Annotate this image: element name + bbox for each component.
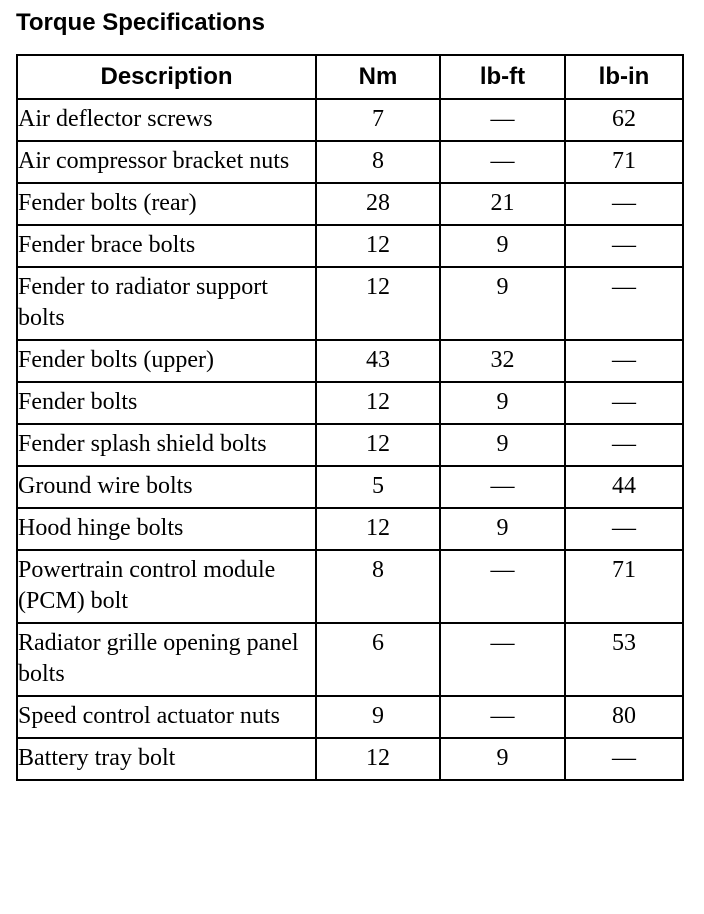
cell-lbin: 71 (565, 550, 683, 623)
cell-lbft: 9 (440, 267, 565, 340)
cell-lbft: 9 (440, 225, 565, 267)
cell-nm: 6 (316, 623, 440, 696)
cell-lbin: — (565, 183, 683, 225)
cell-lbft: 9 (440, 382, 565, 424)
cell-description: Fender brace bolts (17, 225, 316, 267)
table-row (17, 424, 683, 466)
cell-lbft: — (440, 141, 565, 183)
cell-description: Powertrain control module (PCM) bolt (17, 550, 316, 623)
cell-description: Fender splash shield bolts (17, 424, 316, 466)
cell-lbin: — (565, 225, 683, 267)
cell-lbft: 21 (440, 183, 565, 225)
cell-lbft: 9 (440, 508, 565, 550)
cell-nm: 8 (316, 550, 440, 623)
page-title: Torque Specifications (16, 9, 265, 36)
table-row (17, 183, 683, 225)
table-row (17, 696, 683, 738)
cell-lbin: — (565, 267, 683, 340)
cell-description: Fender bolts (17, 382, 316, 424)
header-lbin: lb-in (565, 55, 683, 99)
cell-lbft: — (440, 99, 565, 141)
cell-nm: 8 (316, 141, 440, 183)
cell-description: Fender bolts (rear) (17, 183, 316, 225)
cell-lbft: — (440, 466, 565, 508)
cell-lbin: — (565, 738, 683, 780)
cell-description: Fender to radiator support bolts (17, 267, 316, 340)
cell-nm: 12 (316, 225, 440, 267)
cell-description: Radiator grille opening panel bolts (17, 623, 316, 696)
cell-nm: 12 (316, 382, 440, 424)
cell-description: Speed control actuator nuts (17, 696, 316, 738)
table-row (17, 340, 683, 382)
table-row (17, 738, 683, 780)
cell-description: Air deflector screws (17, 99, 316, 141)
cell-nm: 43 (316, 340, 440, 382)
table-row (17, 623, 683, 696)
table-row (17, 99, 683, 141)
cell-description: Ground wire bolts (17, 466, 316, 508)
cell-lbft: — (440, 550, 565, 623)
cell-description: Fender bolts (upper) (17, 340, 316, 382)
cell-lbin: 53 (565, 623, 683, 696)
cell-lbin: 44 (565, 466, 683, 508)
cell-lbin: — (565, 382, 683, 424)
table-row (17, 466, 683, 508)
table-row (17, 550, 683, 623)
cell-nm: 28 (316, 183, 440, 225)
table-row (17, 141, 683, 183)
cell-lbin: — (565, 508, 683, 550)
cell-description: Hood hinge bolts (17, 508, 316, 550)
cell-lbin: 71 (565, 141, 683, 183)
torque-spec-table (16, 54, 684, 781)
table-row (17, 508, 683, 550)
cell-description: Air compressor bracket nuts (17, 141, 316, 183)
table-row (17, 267, 683, 340)
cell-lbft: — (440, 623, 565, 696)
cell-nm: 7 (316, 99, 440, 141)
table-row (17, 382, 683, 424)
cell-lbin: 62 (565, 99, 683, 141)
cell-nm: 12 (316, 267, 440, 340)
cell-lbin: — (565, 340, 683, 382)
cell-nm: 9 (316, 696, 440, 738)
table-row (17, 225, 683, 267)
cell-lbft: — (440, 696, 565, 738)
header-lbft: lb-ft (440, 55, 565, 99)
header-description: Description (17, 55, 316, 99)
cell-nm: 12 (316, 508, 440, 550)
cell-lbin: 80 (565, 696, 683, 738)
cell-lbft: 9 (440, 424, 565, 466)
cell-lbin: — (565, 424, 683, 466)
table-header-row (17, 55, 683, 99)
cell-nm: 12 (316, 738, 440, 780)
cell-nm: 12 (316, 424, 440, 466)
cell-lbft: 9 (440, 738, 565, 780)
header-nm: Nm (316, 55, 440, 99)
cell-lbft: 32 (440, 340, 565, 382)
cell-description: Battery tray bolt (17, 738, 316, 780)
cell-nm: 5 (316, 466, 440, 508)
